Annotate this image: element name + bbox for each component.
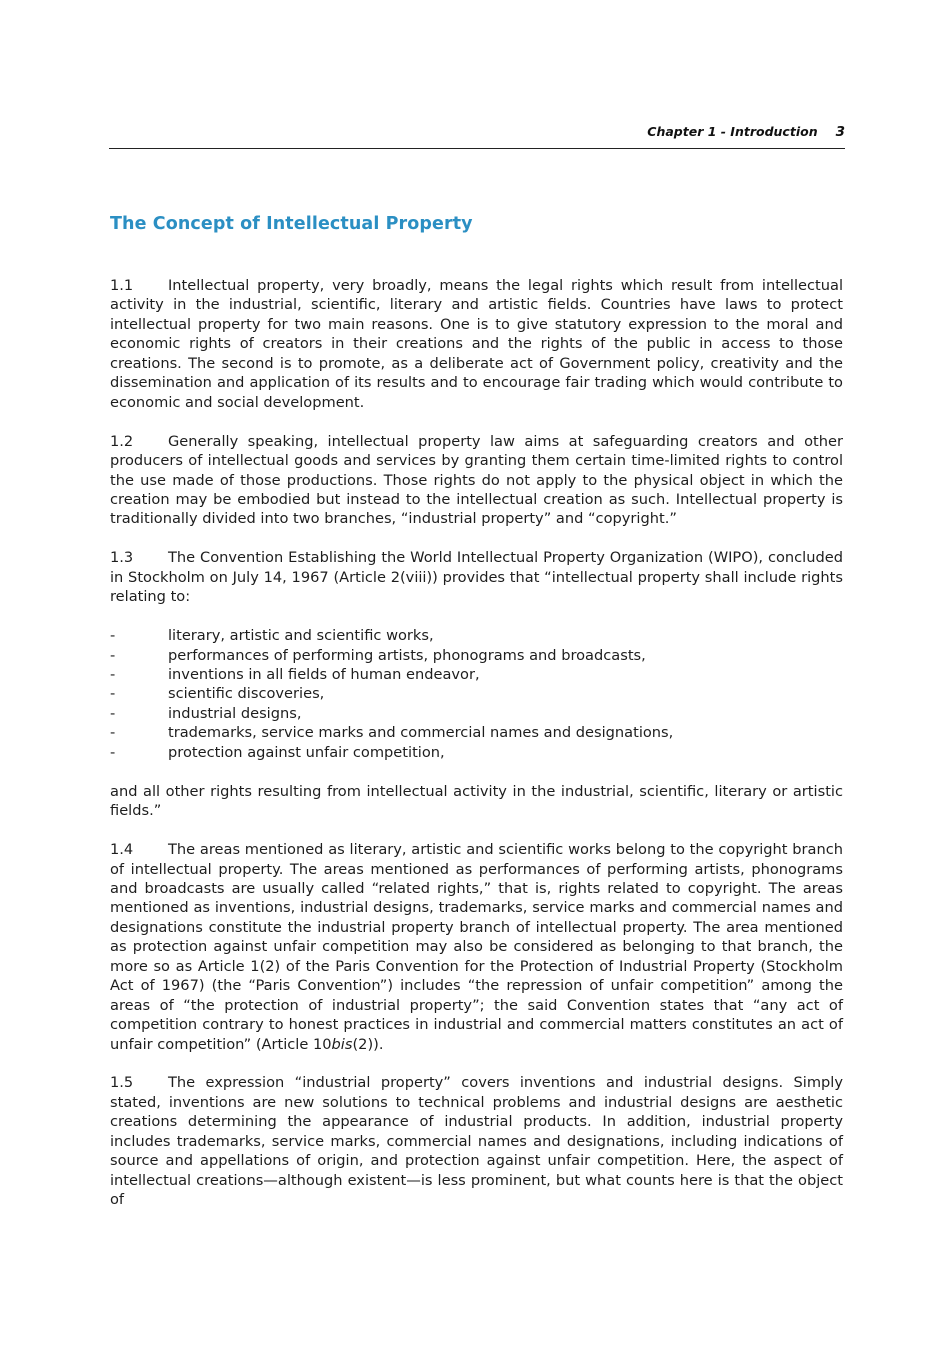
paragraph-1-2 xyxy=(110,432,843,529)
list-item-text: trademarks, service marks and commercial names and designations, xyxy=(168,724,674,742)
paragraph-text: The expression “industrial property” covers inventions and industrial designs. Simply stated, inventions are new solutions to technical problems and industrial designs are aesthetic creations determining the appearance of industrial products. In addition, industrial property includes trademarks, service marks, commercial names and designations, including indications of source and appellations of origin, and protection against unfair competition. Here, the aspect of intellectual creations—although existent—is less prominent, but what counts here is that the object of xyxy=(110,1074,843,1209)
paragraph-text: The areas mentioned as literary, artistic and scientific works belong to the copyright branch of intellectual property. The areas mentioned as performances of performing artists, phonograms and broadcasts are usually called “related rights,” that is, rights related to copyright. The areas mentioned as inventions, industrial designs, trademarks, service marks and commercial names and designations constitute the industrial property branch of intellectual property. The area mentioned as protection against unfair competition may also be considered as belonging to that branch, the more so as Article 1(2) of the Paris Convention for the Protection of Industrial Property (Stockholm Act of 1967) (the “Paris Convention”) includes “the repression of unfair competition” among the areas of “the protection of industrial property”; the said Convention states that “any act of competition contrary to honest practices in industrial and commercial matters constitutes an act of unfair competition” (Article 10 xyxy=(110,841,843,1053)
list-item xyxy=(110,723,843,742)
paragraph-1-4 xyxy=(110,840,843,1054)
chapter-title: Chapter 1 - Introduction xyxy=(647,124,818,139)
list-item-text: inventions in all fields of human endeavor, xyxy=(168,666,480,684)
list-item xyxy=(110,704,843,723)
list-item-text: literary, artistic and scientific works, xyxy=(168,627,434,645)
list-item xyxy=(110,626,843,645)
rights-list xyxy=(110,626,843,762)
body-text xyxy=(110,276,843,1229)
list-dash: - xyxy=(110,646,116,664)
list-item-text: scientific discoveries, xyxy=(168,685,325,703)
paragraph-1-3-continued: and all other rights resulting from intellectual activity in the industrial, scientific, literary or artistic fields.” xyxy=(110,782,843,820)
list-dash: - xyxy=(110,724,116,742)
paragraph-number: 1.1 xyxy=(110,277,134,294)
paragraph-1-5 xyxy=(110,1073,843,1209)
list-dash: - xyxy=(110,704,116,722)
list-dash: - xyxy=(110,743,116,761)
list-dash: - xyxy=(110,666,116,684)
paragraph-number: 1.2 xyxy=(110,432,134,450)
italic-text: bis xyxy=(331,1035,353,1053)
paragraph-text: The Convention Establishing the World Intellectual Property Organization (WIPO), concluded in Stockholm on July 14, 1967 (Article 2(viii)) provides that “intellectual property shall include rights relating to: xyxy=(110,549,843,606)
section-title: The Concept of Intellectual Property xyxy=(110,214,473,234)
paragraph-1-3 xyxy=(110,548,843,606)
running-header xyxy=(109,124,845,149)
paragraph-number: 1.4 xyxy=(110,841,134,859)
list-item xyxy=(110,646,843,665)
paragraph-text: Generally speaking, intellectual property law aims at safeguarding creators and other producers of intellectual goods and services by granting them certain time-limited rights to control the use made of those productions. Those rights do not apply to the physical object in which the creation may be embodied but instead to the intellectual creation as such. Intellectual property is traditionally divided into two branches, “industrial property” and “copyright.” xyxy=(110,432,843,528)
paragraph-number: 1.5 xyxy=(110,1074,134,1092)
list-item-text: protection against unfair competition, xyxy=(168,743,445,761)
list-item-text: industrial designs, xyxy=(168,704,302,722)
list-item xyxy=(110,684,843,703)
list-item xyxy=(110,743,843,762)
list-dash: - xyxy=(110,685,116,703)
list-item xyxy=(110,665,843,684)
paragraph-text-end: (2)). xyxy=(352,1035,384,1053)
paragraph-1-1 xyxy=(110,276,843,412)
paragraph-number: 1.3 xyxy=(110,549,134,567)
page-number: 3 xyxy=(835,124,845,140)
paragraph-text: Intellectual property, very broadly, means the legal rights which result from intellectual activity in the industrial, scientific, literary and artistic fields. Countries have laws to protect intellectual property for two main reasons. One is to give statutory expression to the moral and economic rights of creators in their creations and the rights of the public in access to those creations. The second is to promote, as a deliberate act of Government policy, creativity and the dissemination and application of its results and to encourage fair trading which would contribute to economic and social development. xyxy=(110,277,843,411)
list-dash: - xyxy=(110,627,116,645)
list-item-text: performances of performing artists, phonograms and broadcasts, xyxy=(168,646,646,664)
